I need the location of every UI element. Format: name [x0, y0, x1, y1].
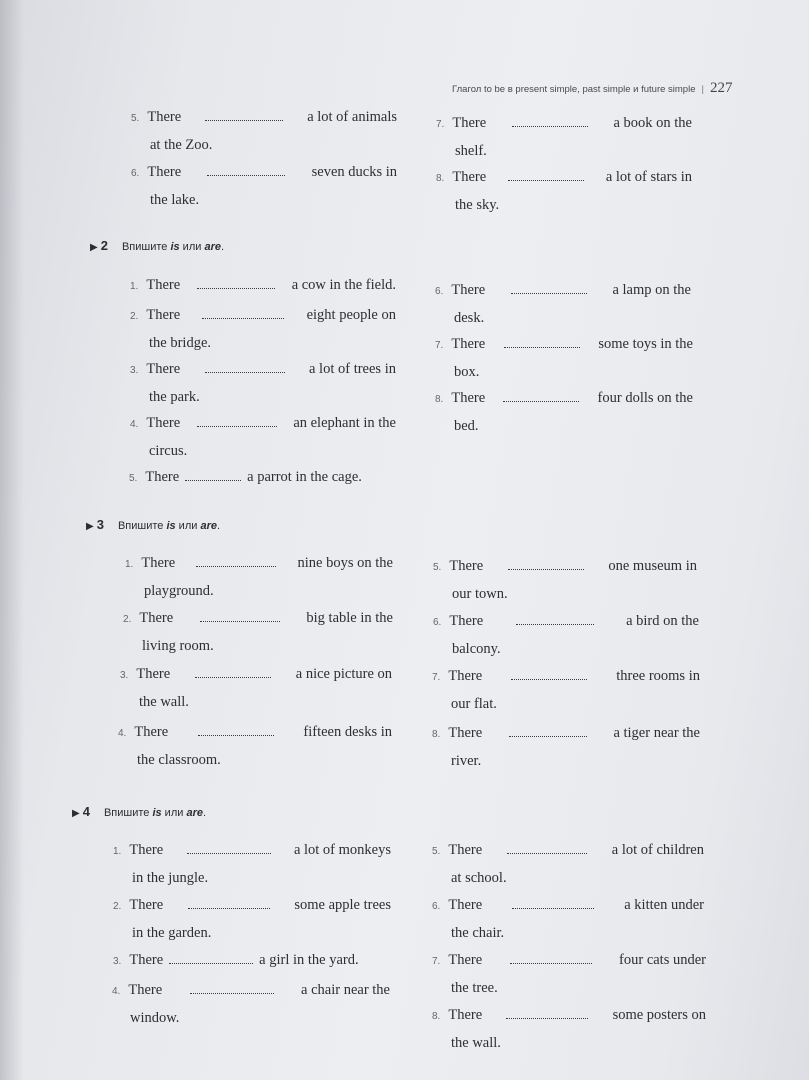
- item-start: There: [146, 361, 181, 377]
- instruction-text: Впишите: [117, 520, 167, 532]
- answer-blank[interactable]: [205, 371, 285, 373]
- item-continuation: at school.: [451, 870, 507, 886]
- item-text: a kitten under: [624, 897, 704, 913]
- triangle-marker-icon: ▶: [90, 242, 98, 253]
- item-start: There: [451, 390, 486, 406]
- item-start: There: [451, 336, 486, 352]
- item-start: There: [449, 613, 484, 629]
- item-text: a parrot in the cage.: [247, 469, 362, 485]
- instruction-or: или: [179, 241, 205, 253]
- item-continuation: box.: [454, 364, 480, 380]
- exercise-item: [130, 356, 396, 410]
- exercise-item: [432, 1002, 706, 1056]
- answer-blank[interactable]: [198, 734, 274, 736]
- item-start: There: [129, 952, 164, 968]
- header-title: Глагол to be в present simple, past simple и future simple: [452, 84, 696, 95]
- exercise-item: [436, 164, 692, 218]
- exercise-item: [118, 719, 392, 773]
- item-number: 8.: [436, 173, 445, 184]
- instruction-is: is: [166, 520, 176, 532]
- item-continuation: the classroom.: [137, 752, 221, 768]
- item-start: There: [147, 164, 182, 180]
- instruction-are: are: [204, 241, 221, 253]
- item-number: 7.: [432, 956, 441, 967]
- exercise-item: [432, 892, 704, 946]
- item-start: There: [145, 469, 180, 485]
- item-number: 5.: [433, 562, 442, 573]
- exercise-item: [432, 947, 706, 1001]
- item-number: 6.: [432, 901, 441, 912]
- exercise-item: [435, 385, 693, 439]
- item-number: 7.: [432, 672, 441, 683]
- item-text: big table in the: [306, 610, 393, 626]
- item-continuation: balcony.: [452, 641, 501, 657]
- item-number: 3.: [113, 956, 122, 967]
- exercise-heading: [86, 517, 220, 532]
- item-continuation: the tree.: [451, 980, 498, 996]
- item-number: 2.: [123, 614, 132, 625]
- item-text: some apple trees: [294, 897, 391, 913]
- exercise-item: [432, 720, 700, 774]
- item-text: eight people on: [306, 307, 396, 323]
- item-text: a lot of children: [611, 842, 704, 858]
- exercise-heading: [72, 804, 206, 819]
- page-shadow: [0, 0, 24, 1080]
- item-number: 4.: [112, 986, 121, 997]
- item-continuation: window.: [130, 1010, 180, 1026]
- item-continuation: the wall.: [139, 694, 189, 710]
- item-continuation: in the jungle.: [132, 870, 209, 886]
- instruction-is: is: [170, 241, 180, 253]
- item-text: three rooms in: [616, 668, 700, 684]
- exercise-item: [125, 550, 393, 604]
- answer-blank[interactable]: [508, 568, 584, 570]
- header-separator: |: [701, 84, 704, 95]
- answer-blank[interactable]: [511, 678, 587, 680]
- item-start: There: [128, 982, 163, 998]
- exercise-item: [120, 661, 392, 715]
- item-start: There: [139, 610, 174, 626]
- item-start: There: [449, 558, 484, 574]
- instruction-or: или: [161, 807, 187, 819]
- exercise-item: [130, 302, 396, 356]
- exercise-item: [433, 553, 697, 607]
- answer-blank[interactable]: [503, 400, 579, 402]
- answer-blank[interactable]: [207, 174, 285, 176]
- item-continuation: bed.: [454, 418, 479, 434]
- item-continuation: playground.: [144, 583, 214, 599]
- item-start: There: [448, 1007, 483, 1023]
- exercise-item: [129, 464, 395, 492]
- item-number: 4.: [118, 728, 127, 739]
- instruction-text: Впишите: [103, 807, 153, 819]
- item-continuation: the wall.: [451, 1035, 501, 1051]
- item-number: 3.: [120, 670, 129, 681]
- item-number: 1.: [130, 281, 139, 292]
- exercise-number: 2: [100, 238, 108, 253]
- answer-blank[interactable]: [512, 125, 588, 127]
- exercise-item: [130, 410, 396, 464]
- item-continuation: in the garden.: [132, 925, 212, 941]
- exercise-item: [130, 272, 396, 300]
- item-continuation: the bridge.: [149, 335, 212, 351]
- item-start: There: [141, 555, 176, 571]
- answer-blank[interactable]: [195, 676, 271, 678]
- item-text: one museum in: [608, 558, 697, 574]
- item-start: There: [451, 282, 486, 298]
- answer-blank[interactable]: [190, 992, 274, 994]
- item-number: 1.: [113, 846, 122, 857]
- item-continuation: shelf.: [455, 143, 487, 159]
- answer-blank[interactable]: [511, 292, 587, 294]
- exercise-item: [433, 608, 699, 662]
- item-text: a tiger near the: [613, 725, 700, 741]
- item-continuation: the chair.: [451, 925, 505, 941]
- answer-blank[interactable]: [197, 287, 275, 289]
- item-continuation: our flat.: [451, 696, 497, 712]
- instruction-or: или: [175, 520, 201, 532]
- item-start: There: [129, 897, 164, 913]
- item-number: 3.: [130, 365, 139, 376]
- answer-blank[interactable]: [197, 425, 277, 427]
- item-start: There: [146, 277, 181, 293]
- item-number: 5.: [131, 113, 140, 124]
- item-number: 2.: [130, 311, 139, 322]
- exercise-item: [113, 892, 391, 946]
- exercise-heading: [90, 238, 224, 253]
- item-text: a nice picture on: [295, 666, 392, 682]
- item-continuation: the park.: [149, 389, 200, 405]
- exercise-item: [131, 159, 397, 213]
- instruction-period: .: [220, 241, 225, 253]
- item-text: some toys in the: [598, 336, 693, 352]
- instruction-are: are: [186, 807, 203, 819]
- item-number: 2.: [113, 901, 122, 912]
- answer-blank[interactable]: [512, 907, 594, 909]
- item-continuation: circus.: [149, 443, 188, 459]
- exercise-item: [432, 663, 700, 717]
- instruction-period: .: [202, 807, 207, 819]
- item-start: There: [448, 668, 483, 684]
- item-text: nine boys on the: [297, 555, 393, 571]
- item-text: a lot of animals: [307, 109, 397, 125]
- item-number: 6.: [435, 286, 444, 297]
- item-start: There: [146, 307, 181, 323]
- item-number: 1.: [125, 559, 134, 570]
- exercise-item: [435, 277, 691, 331]
- item-start: There: [134, 724, 169, 740]
- answer-blank[interactable]: [205, 119, 283, 121]
- item-start: There: [136, 666, 171, 682]
- answer-blank[interactable]: [187, 852, 271, 854]
- item-text: a lamp on the: [612, 282, 691, 298]
- exercise-item: [123, 605, 393, 659]
- item-text: a chair near the: [301, 982, 390, 998]
- item-text: seven ducks in: [311, 164, 397, 180]
- item-text: four dolls on the: [597, 390, 693, 406]
- item-text: a book on the: [613, 115, 692, 131]
- exercise-item: [113, 837, 391, 891]
- item-continuation: at the Zoo.: [150, 137, 213, 153]
- exercise-item: [131, 104, 397, 158]
- item-number: 5.: [432, 846, 441, 857]
- item-number: 8.: [432, 1011, 441, 1022]
- exercise-item: [112, 977, 390, 1031]
- answer-blank[interactable]: [506, 1017, 588, 1019]
- item-start: There: [147, 109, 182, 125]
- item-number: 6.: [131, 168, 140, 179]
- item-text: a lot of monkeys: [293, 842, 391, 858]
- item-number: 5.: [129, 473, 138, 484]
- answer-blank[interactable]: [508, 179, 584, 181]
- item-start: There: [452, 115, 487, 131]
- item-number: 4.: [130, 419, 139, 430]
- item-text: four cats under: [619, 952, 706, 968]
- exercise-item: [432, 837, 704, 891]
- item-start: There: [448, 842, 483, 858]
- instruction-is: is: [152, 807, 162, 819]
- answer-blank[interactable]: [188, 907, 270, 909]
- exercise-number: 3: [96, 517, 104, 532]
- instruction-text: Впишите: [121, 241, 171, 253]
- item-text: a lot of stars in: [605, 169, 692, 185]
- item-number: 7.: [435, 340, 444, 351]
- instruction-period: .: [216, 520, 221, 532]
- item-text: an elephant in the: [293, 415, 396, 431]
- item-continuation: desk.: [454, 310, 485, 326]
- item-start: There: [129, 842, 164, 858]
- item-number: 8.: [435, 394, 444, 405]
- item-continuation: living room.: [142, 638, 214, 654]
- item-start: There: [448, 897, 483, 913]
- answer-blank[interactable]: [185, 479, 241, 481]
- item-continuation: the sky.: [455, 197, 500, 213]
- triangle-marker-icon: ▶: [86, 521, 94, 532]
- item-text: some posters on: [612, 1007, 706, 1023]
- answer-blank[interactable]: [509, 735, 587, 737]
- exercise-item: [436, 110, 692, 164]
- item-text: a lot of trees in: [309, 361, 396, 377]
- answer-blank[interactable]: [507, 852, 587, 854]
- item-start: There: [448, 952, 483, 968]
- answer-blank[interactable]: [516, 623, 594, 625]
- exercise-item: [113, 947, 391, 975]
- page-number: 227: [709, 80, 733, 96]
- item-continuation: river.: [451, 753, 482, 769]
- answer-blank[interactable]: [200, 620, 280, 622]
- item-start: There: [452, 169, 487, 185]
- item-text: fifteen desks in: [303, 724, 392, 740]
- item-text: a girl in the yard.: [259, 952, 359, 968]
- item-number: 8.: [432, 729, 441, 740]
- item-continuation: the lake.: [150, 192, 200, 208]
- answer-blank[interactable]: [510, 962, 592, 964]
- instruction-are: are: [200, 520, 217, 532]
- exercise-item: [435, 331, 693, 385]
- answer-blank[interactable]: [169, 962, 253, 964]
- item-start: There: [146, 415, 181, 431]
- exercise-number: 4: [82, 804, 90, 819]
- answer-blank[interactable]: [504, 346, 580, 348]
- item-continuation: our town.: [452, 586, 508, 602]
- item-text: a cow in the field.: [291, 277, 396, 293]
- page-header: [452, 80, 752, 97]
- answer-blank[interactable]: [196, 565, 276, 567]
- item-text: a bird on the: [626, 613, 699, 629]
- item-start: There: [448, 725, 483, 741]
- item-number: 6.: [433, 617, 442, 628]
- item-number: 7.: [436, 119, 445, 130]
- answer-blank[interactable]: [202, 317, 284, 319]
- triangle-marker-icon: ▶: [72, 808, 80, 819]
